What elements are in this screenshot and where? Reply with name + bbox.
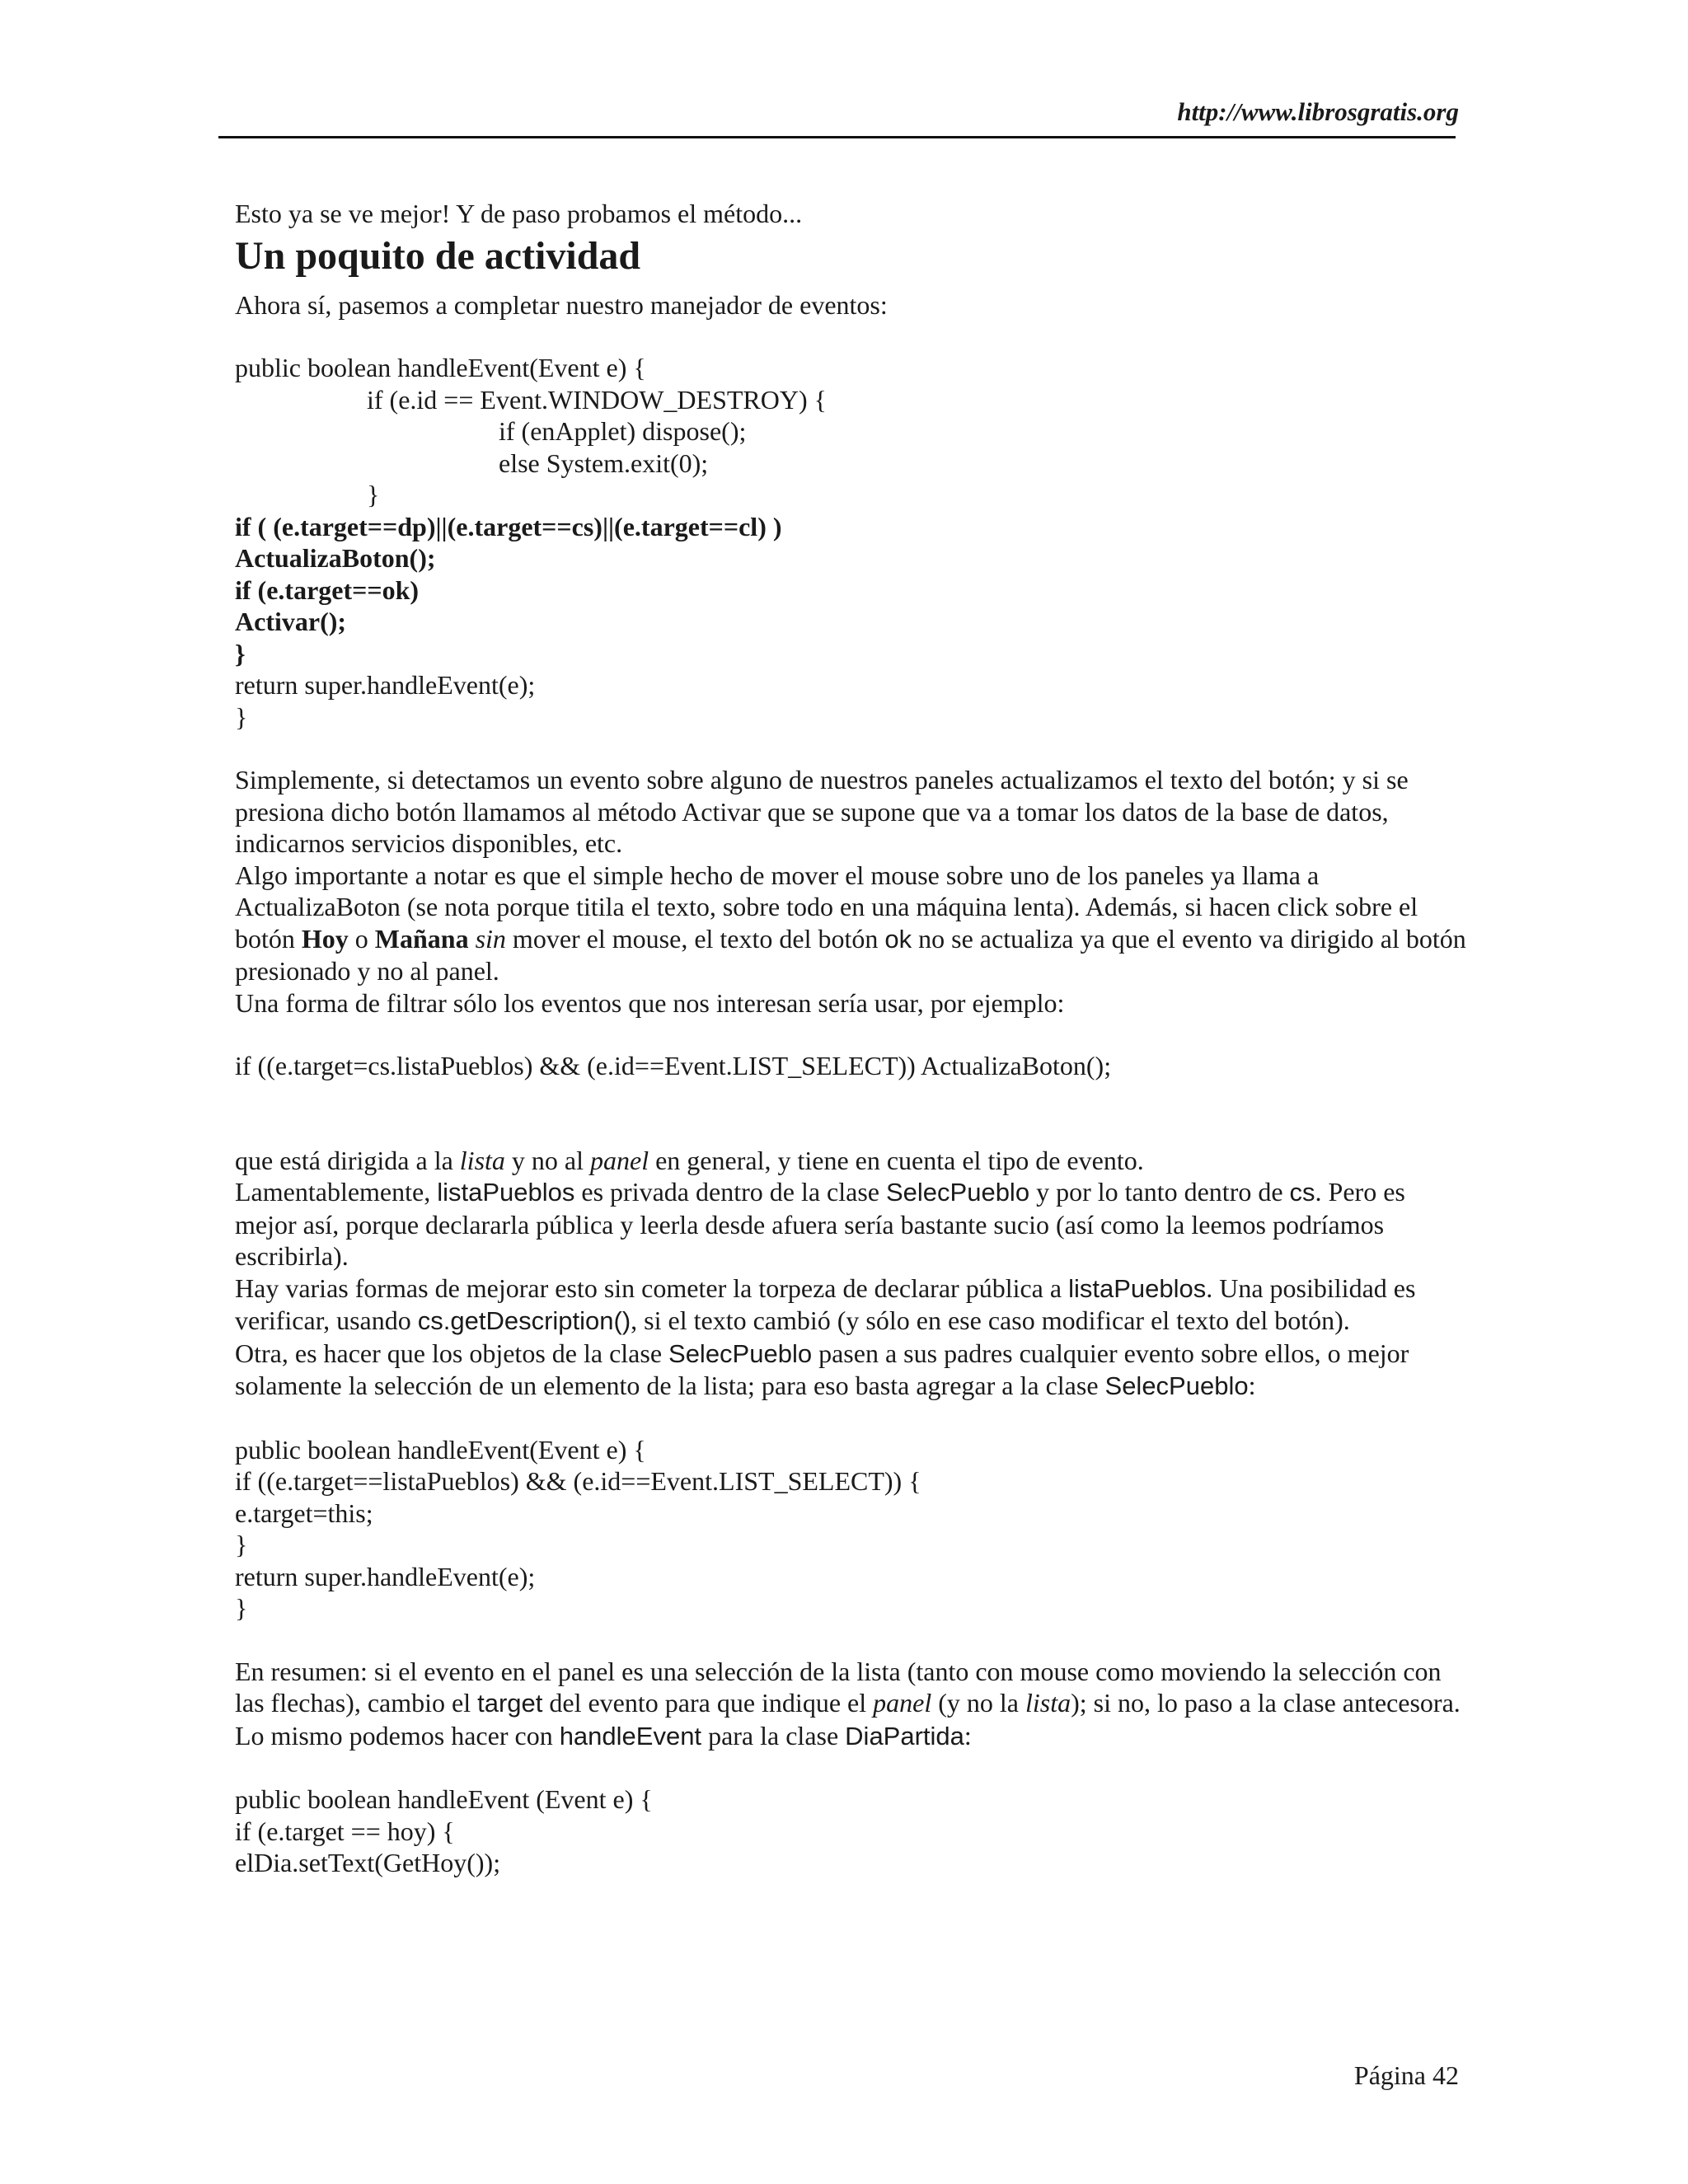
code-block-1 <box>235 352 1471 733</box>
code-line: e.target=this; <box>235 1497 373 1528</box>
section-heading: Un poquito de actividad <box>235 233 641 278</box>
paragraph: que está dirigida a la lista y no al panel en general, y tiene en cuenta el tipo de evento. <box>235 1145 1144 1175</box>
hoy-label: Hoy <box>301 923 349 954</box>
code-line: public boolean handleEvent(Event e) { <box>235 353 646 382</box>
header-url: http://www.librosgratis.org <box>1177 97 1459 126</box>
manana-label: Mañana <box>374 923 469 954</box>
paragraph: Algo importante a notar es que el simple hecho de mover el mouse sobre uno de los paneles ya llama a ActualizaBoton (se nota porque titila el texto, sobre todo en una máquina lenta). Además, si hacen click sobre el botón Hoy o Mañana sin mover el mouse, el texto del botón ok no se actualiza ya que el evento va dirigido al botón presionado y no al panel. <box>235 860 1466 986</box>
code-line: elDia.setText(GetHoy()); <box>235 1848 501 1877</box>
code-block-4 <box>235 1783 1471 1879</box>
code-line: if ( (e.target==dp)||(e.target==cs)||(e.target==cl) ) <box>235 511 782 541</box>
paragraph: Lo mismo podemos hacer con handleEvent para la clase DiaPartida: <box>235 1720 972 1750</box>
code-line: if (e.target == hoy) { <box>235 1816 455 1846</box>
intro-text: Esto ya se ve mejor! Y de paso probamos el método... <box>235 199 803 228</box>
code-line: } <box>367 480 380 509</box>
code-line: public boolean handleEvent (Event e) { <box>235 1784 653 1814</box>
code-line: if (e.target==ok) <box>235 574 420 605</box>
code-line: Activar(); <box>235 607 347 636</box>
paragraph: Simplemente, si detectamos un evento sobre alguno de nuestros paneles actualizamos el texto del botón; y si se presiona dicho botón llamamos al método Activar que se supone que va a tomar los datos de la base de datos, indicarnos servicios disponibles, etc. <box>235 765 1409 858</box>
code-line: else System.exit(0); <box>499 448 709 478</box>
header-rule <box>218 136 1456 138</box>
code-line: public boolean handleEvent(Event e) { <box>235 1434 646 1465</box>
code-line: ActualizaBoton(); <box>235 543 436 573</box>
lead-text: Ahora sí, pasemos a completar nuestro manejador de eventos: <box>235 289 888 320</box>
code-line: if ((e.target=cs.listaPueblos) && (e.id==Event.LIST_SELECT)) ActualizaBoton(); <box>235 1051 1112 1080</box>
paragraph: Otra, es hacer que los objetos de la clase SelecPueblo pasen a sus padres cualquier evento sobre ellos, o mejor solamente la selección de un elemento de la lista; para eso basta agregar a la clase SelecPueblo: <box>235 1338 1409 1400</box>
code-line: if ((e.target==listaPueblos) && (e.id==Event.LIST_SELECT)) { <box>235 1466 921 1496</box>
paragraph: En resumen: si el evento en el panel es una selección de la lista (tanto con mouse como moviendo la selección con las flechas), cambio el target del evento para que indique el panel (y no la lista); si no, lo paso a la clase antecesora. <box>235 1656 1461 1718</box>
code-line: if (enApplet) dispose(); <box>499 416 747 446</box>
code-line: } <box>235 638 246 668</box>
code-line: return super.handleEvent(e); <box>235 670 536 700</box>
code-line: } <box>235 701 248 732</box>
paragraph: Una forma de filtrar sólo los eventos que nos interesan sería usar, por ejemplo: <box>235 987 1065 1018</box>
code-line: return super.handleEvent(e); <box>235 1561 536 1591</box>
code-block-3 <box>235 1434 1471 1624</box>
page-body <box>235 198 1471 1879</box>
page-number: Página 42 <box>1353 2060 1459 2090</box>
code-line: if (e.id == Event.WINDOW_DESTROY) { <box>367 384 827 415</box>
paragraph: Hay varias formas de mejorar esto sin cometer la torpeza de declarar pública a listaPueblos. Una posibilidad es verificar, usando cs.getDescription(), si el texto cambió (y sólo en ese caso modificar el texto del botón). <box>235 1272 1416 1335</box>
ok-label: ok <box>884 924 912 954</box>
paragraph: Lamentablemente, listaPueblos es privada dentro de la clase SelecPueblo y por lo tanto dentro de cs. Pero es mejor así, porque declararla pública y leerla desde afuera sería bastante sucio (así como la leemos podríamos escribirla). <box>235 1177 1405 1271</box>
code-line: } <box>235 1593 248 1623</box>
code-line: } <box>235 1530 248 1559</box>
